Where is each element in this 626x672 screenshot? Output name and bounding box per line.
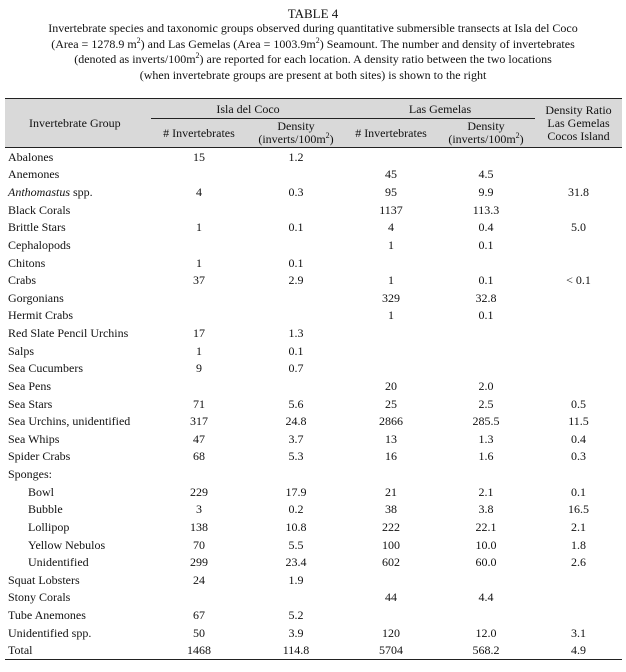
- cell-density-ratio: [535, 148, 622, 166]
- cell-group-name: Sea Cucumbers: [8, 361, 83, 376]
- cell-count-coco: 3: [196, 502, 202, 517]
- cell-density-ratio: 0.1: [571, 484, 587, 499]
- cell-count-coco: 9: [196, 361, 202, 376]
- cell-group-name: Stony Corals: [8, 590, 71, 605]
- cell-count-gemelas: 222: [382, 519, 401, 534]
- cell-density-gemelas: 32.8: [475, 290, 497, 305]
- cell-density-ratio: [535, 324, 622, 342]
- cell-group-name: Crabs: [8, 273, 36, 288]
- header-density-coco: Density $(inverts/100m^2)$: [247, 119, 345, 148]
- table-row: [5, 465, 622, 483]
- cell-count-coco: 1: [196, 343, 202, 358]
- cell-density-gemelas: 1.3: [478, 431, 494, 446]
- cell-density-coco: 1.3: [288, 326, 304, 341]
- header-las-gemelas: Las Gemelas: [345, 99, 535, 119]
- table-row: [5, 360, 622, 378]
- cell-count-coco: 1468: [151, 642, 247, 660]
- cell-density-ratio: 4.9: [535, 642, 622, 660]
- cell-density-gemelas: 4.4: [478, 590, 494, 605]
- cell-density-coco: [247, 166, 345, 184]
- table-row: [5, 307, 622, 325]
- cell-group-name: Lollipop: [28, 519, 70, 534]
- cell-group-name: Unidentified spp.: [8, 625, 92, 640]
- cell-group-name: Bubble: [28, 502, 63, 517]
- cell-group-name: Chitons: [8, 255, 46, 270]
- cell-count-gemelas: 4: [388, 220, 395, 235]
- cell-count-gemelas: [345, 324, 437, 342]
- cell-density-gemelas: 10.0: [475, 537, 497, 552]
- cell-density-coco: 5.2: [288, 608, 304, 623]
- cell-density-coco: [247, 465, 345, 483]
- cell-density-gemelas: 0.4: [478, 220, 494, 235]
- cell-density-gemelas: 1.6: [478, 449, 494, 464]
- cell-density-gemelas: 568.2: [437, 642, 535, 660]
- cell-density-ratio: 31.8: [568, 185, 590, 200]
- cell-density-gemelas: 12.0: [475, 625, 497, 640]
- cell-density-coco: 0.1: [288, 343, 304, 358]
- cell-density-ratio: 0.4: [571, 431, 587, 446]
- table-caption: [0, 0, 626, 83]
- cell-density-gemelas: 9.9: [478, 185, 494, 200]
- cell-density-ratio: 2.1: [571, 519, 587, 534]
- cell-density-ratio: [535, 571, 622, 589]
- cell-density-coco: [247, 201, 345, 219]
- cell-count-gemelas: 13: [385, 431, 398, 446]
- header-density-ratio: Density Ratio Las Gemelas Cocos Island: [535, 99, 622, 148]
- cell-count-coco: 24: [193, 572, 205, 587]
- table-row: [5, 448, 622, 466]
- cell-density-gemelas: [437, 360, 535, 378]
- cell-count-gemelas: [345, 342, 437, 360]
- cell-group-name: Total: [5, 642, 151, 660]
- cell-density-ratio: 11.5: [568, 414, 589, 429]
- cell-density-coco: 1.9: [288, 572, 304, 587]
- cell-count-gemelas: 25: [385, 396, 398, 411]
- cell-density-coco: 17.9: [285, 484, 307, 499]
- cell-density-coco: 114.8: [247, 642, 345, 660]
- cell-density-ratio: [535, 289, 622, 307]
- cell-group-name: Red Slate Pencil Urchins: [8, 326, 129, 341]
- cell-density-coco: 0.1: [288, 255, 304, 270]
- cell-density-coco: 1.2: [288, 149, 304, 164]
- cell-density-ratio: [535, 236, 622, 254]
- cell-count-gemelas: 38: [385, 502, 398, 517]
- cell-density-ratio: 1.8: [571, 537, 587, 552]
- cell-group-name: Unidentified: [28, 555, 89, 570]
- data-table-wrapper: [5, 98, 622, 660]
- cell-density-coco: [247, 289, 345, 307]
- cell-group-name: Tube Anemones: [8, 608, 86, 623]
- cell-density-ratio: 16.5: [568, 502, 590, 517]
- cell-density-gemelas: [437, 606, 535, 624]
- table-row: [5, 606, 622, 624]
- cell-density-gemelas: 60.0: [475, 555, 497, 570]
- table-row: [5, 201, 622, 219]
- table-row: [5, 642, 622, 660]
- cell-density-gemelas: [437, 342, 535, 360]
- table-row: [5, 624, 622, 642]
- cell-count-gemelas: [345, 571, 437, 589]
- cell-count-gemelas: 1: [388, 273, 395, 288]
- cell-count-coco: 299: [190, 555, 208, 570]
- cell-group-name: Black Corals: [8, 202, 71, 217]
- cell-count-gemelas: 95: [385, 185, 398, 200]
- table-row: [5, 342, 622, 360]
- cell-group-name: Bowl: [28, 484, 55, 499]
- cell-count-coco: 317: [190, 414, 208, 429]
- cell-density-coco: 0.1: [288, 220, 304, 235]
- caption-line-4: (when invertebrate groups are present at both sites) is shown to the right: [139, 67, 487, 82]
- cell-count-gemelas: [345, 254, 437, 272]
- cell-count-gemelas: 1137: [379, 202, 403, 217]
- cell-density-ratio: [535, 377, 622, 395]
- cell-count-coco: 138: [190, 519, 208, 534]
- cell-density-coco: 3.9: [288, 625, 304, 640]
- cell-density-ratio: [535, 465, 622, 483]
- cell-count-coco: 47: [193, 431, 205, 446]
- cell-count-coco: [151, 589, 247, 607]
- cell-density-ratio: [535, 254, 622, 272]
- cell-group-name: Cephalopods: [8, 237, 71, 252]
- cell-count-coco: 229: [190, 484, 208, 499]
- cell-count-coco: 17: [193, 326, 205, 341]
- cell-count-gemelas: 100: [382, 537, 401, 552]
- cell-count-gemelas: [345, 465, 437, 483]
- cell-density-gemelas: [437, 324, 535, 342]
- cell-count-coco: [151, 465, 247, 483]
- cell-count-coco: 70: [193, 537, 205, 552]
- cell-count-coco: 4: [196, 185, 202, 200]
- cell-density-ratio: [535, 201, 622, 219]
- table-row: [5, 412, 622, 430]
- cell-density-gemelas: 3.8: [478, 502, 494, 517]
- cell-count-gemelas: 120: [382, 625, 401, 640]
- cell-density-ratio: < 0.1: [566, 273, 591, 288]
- cell-count-gemelas: 20: [385, 378, 398, 393]
- cell-density-gemelas: 0.1: [478, 237, 494, 252]
- header-count-gemelas: # Invertebrates: [345, 119, 437, 148]
- header-isla-del-coco: Isla del Coco: [151, 99, 345, 119]
- cell-count-coco: 67: [193, 608, 205, 623]
- cell-count-coco: 37: [193, 273, 205, 288]
- cell-count-gemelas: 1: [388, 237, 395, 252]
- table-row: [5, 271, 622, 289]
- table-row: [5, 536, 622, 554]
- table-row: [5, 553, 622, 571]
- cell-count-coco: [151, 289, 247, 307]
- cell-density-ratio: 3.1: [571, 625, 587, 640]
- cell-density-coco: [247, 307, 345, 325]
- cell-density-coco: 23.4: [285, 555, 307, 570]
- cell-count-gemelas: [345, 148, 437, 166]
- cell-density-coco: [247, 236, 345, 254]
- cell-density-gemelas: [437, 571, 535, 589]
- table-row: [5, 501, 622, 519]
- invertebrate-table: [5, 98, 622, 660]
- cell-density-ratio: 0.5: [571, 396, 587, 411]
- cell-count-coco: 1: [196, 255, 202, 270]
- table-row: [5, 289, 622, 307]
- cell-density-ratio: [535, 342, 622, 360]
- caption-line-2: (Area = 1278.9 $m^2$) and Las Gemelas (Area = $1003.9m^2$) Seamount. The number and density of invertebrates: [51, 35, 575, 51]
- cell-density-coco: 3.7: [288, 431, 304, 446]
- header-density-gemelas: Density $(inverts/100m^2)$: [437, 119, 535, 148]
- table-row: [5, 430, 622, 448]
- cell-group-name: Squat Lobsters: [8, 572, 80, 587]
- cell-group-name: Gorgonians: [8, 290, 64, 305]
- cell-group-name: Sea Pens: [8, 378, 51, 393]
- cell-density-ratio: [535, 307, 622, 325]
- cell-count-coco: 68: [193, 449, 205, 464]
- cell-count-gemelas: 44: [385, 590, 398, 605]
- table-row: [5, 589, 622, 607]
- cell-count-coco: 15: [193, 149, 205, 164]
- cell-density-ratio: [535, 166, 622, 184]
- cell-density-gemelas: [437, 254, 535, 272]
- cell-group-name: Abalones: [8, 149, 54, 164]
- cell-count-coco: [151, 201, 247, 219]
- table-row: [5, 518, 622, 536]
- cell-group-name: Brittle Stars: [8, 220, 66, 235]
- cell-count-coco: [151, 377, 247, 395]
- cell-density-gemelas: [437, 148, 535, 166]
- cell-density-coco: 0.3: [288, 185, 304, 200]
- table-row: [5, 324, 622, 342]
- cell-group-name: Anthomastus spp.: [8, 185, 93, 200]
- cell-density-ratio: [535, 360, 622, 378]
- cell-count-gemelas: [345, 606, 437, 624]
- cell-density-ratio: [535, 606, 622, 624]
- header-group: Invertebrate Group: [5, 99, 151, 148]
- cell-density-coco: 10.8: [285, 519, 307, 534]
- cell-density-gemelas: 22.1: [475, 519, 497, 534]
- cell-count-coco: 1: [196, 220, 202, 235]
- cell-density-ratio: 2.6: [571, 555, 587, 570]
- table-header: [5, 99, 622, 148]
- cell-density-ratio: 0.3: [571, 449, 587, 464]
- caption-line-1: Invertebrate species and taxonomic groups observed during quantitative submersible transects at Isla del Coco: [48, 21, 578, 35]
- cell-density-coco: 5.6: [288, 396, 304, 411]
- cell-count-coco: 71: [193, 396, 205, 411]
- cell-count-gemelas: 602: [382, 555, 401, 570]
- cell-group-name: Sea Whips: [8, 431, 60, 446]
- table-row: [5, 236, 622, 254]
- cell-density-gemelas: 0.1: [478, 273, 494, 288]
- cell-density-coco: 5.3: [288, 449, 304, 464]
- cell-group-name: Yellow Nebulos: [28, 537, 106, 552]
- cell-count-coco: [151, 166, 247, 184]
- cell-group-name: Sea Stars: [8, 396, 53, 411]
- cell-count-gemelas: 45: [385, 167, 398, 182]
- cell-count-gemelas: 21: [385, 484, 398, 499]
- cell-density-coco: 5.5: [288, 537, 304, 552]
- table-row: [5, 166, 622, 184]
- table-body: [5, 148, 622, 660]
- cell-group-name: Salps: [8, 343, 35, 358]
- cell-group-name: Sea Urchins, unidentified: [8, 414, 131, 429]
- cell-density-gemelas: 285.5: [472, 414, 500, 429]
- cell-density-coco: [247, 377, 345, 395]
- cell-count-gemelas: 329: [382, 290, 401, 305]
- cell-count-gemelas: 16: [385, 449, 398, 464]
- cell-density-gemelas: [437, 465, 535, 483]
- cell-count-gemelas: 2866: [379, 414, 404, 429]
- caption-line-3: (denoted as inverts/$100m^2$) are reported for each location. A density ratio between the two locations: [74, 51, 552, 66]
- cell-density-coco: 0.7: [288, 361, 304, 376]
- cell-count-gemelas: 1: [388, 308, 395, 323]
- cell-density-gemelas: 2.5: [478, 396, 494, 411]
- cell-density-ratio: [535, 589, 622, 607]
- cell-count-gemelas: [345, 360, 437, 378]
- cell-density-gemelas: 2.1: [478, 484, 494, 499]
- cell-density-coco: [247, 589, 345, 607]
- cell-density-coco: 2.9: [288, 273, 304, 288]
- table-row: [5, 571, 622, 589]
- header-count-coco: # Invertebrates: [151, 119, 247, 148]
- table-row: [5, 254, 622, 272]
- cell-density-gemelas: 2.0: [478, 378, 494, 393]
- cell-count-coco: [151, 236, 247, 254]
- cell-count-coco: 50: [193, 625, 205, 640]
- table-label: TABLE 4: [287, 6, 339, 21]
- cell-density-gemelas: 113.3: [472, 202, 500, 217]
- cell-density-ratio: 5.0: [571, 220, 587, 235]
- cell-group-name: Spider Crabs: [8, 449, 71, 464]
- cell-density-gemelas: 0.1: [478, 308, 494, 323]
- table-row: [5, 483, 622, 501]
- cell-group-name: Sponges:: [8, 467, 53, 482]
- cell-count-coco: [151, 307, 247, 325]
- cell-group-name: Hermit Crabs: [8, 308, 73, 323]
- table-row: [5, 148, 622, 166]
- cell-count-gemelas: 5704: [345, 642, 437, 660]
- table-row: [5, 377, 622, 395]
- cell-density-coco: 0.2: [288, 502, 304, 517]
- table-row: [5, 183, 622, 201]
- cell-density-gemelas: 4.5: [478, 167, 494, 182]
- table-row: [5, 395, 622, 413]
- cell-density-coco: 24.8: [285, 414, 307, 429]
- table-row: [5, 219, 622, 237]
- cell-group-name: Anemones: [8, 167, 60, 182]
